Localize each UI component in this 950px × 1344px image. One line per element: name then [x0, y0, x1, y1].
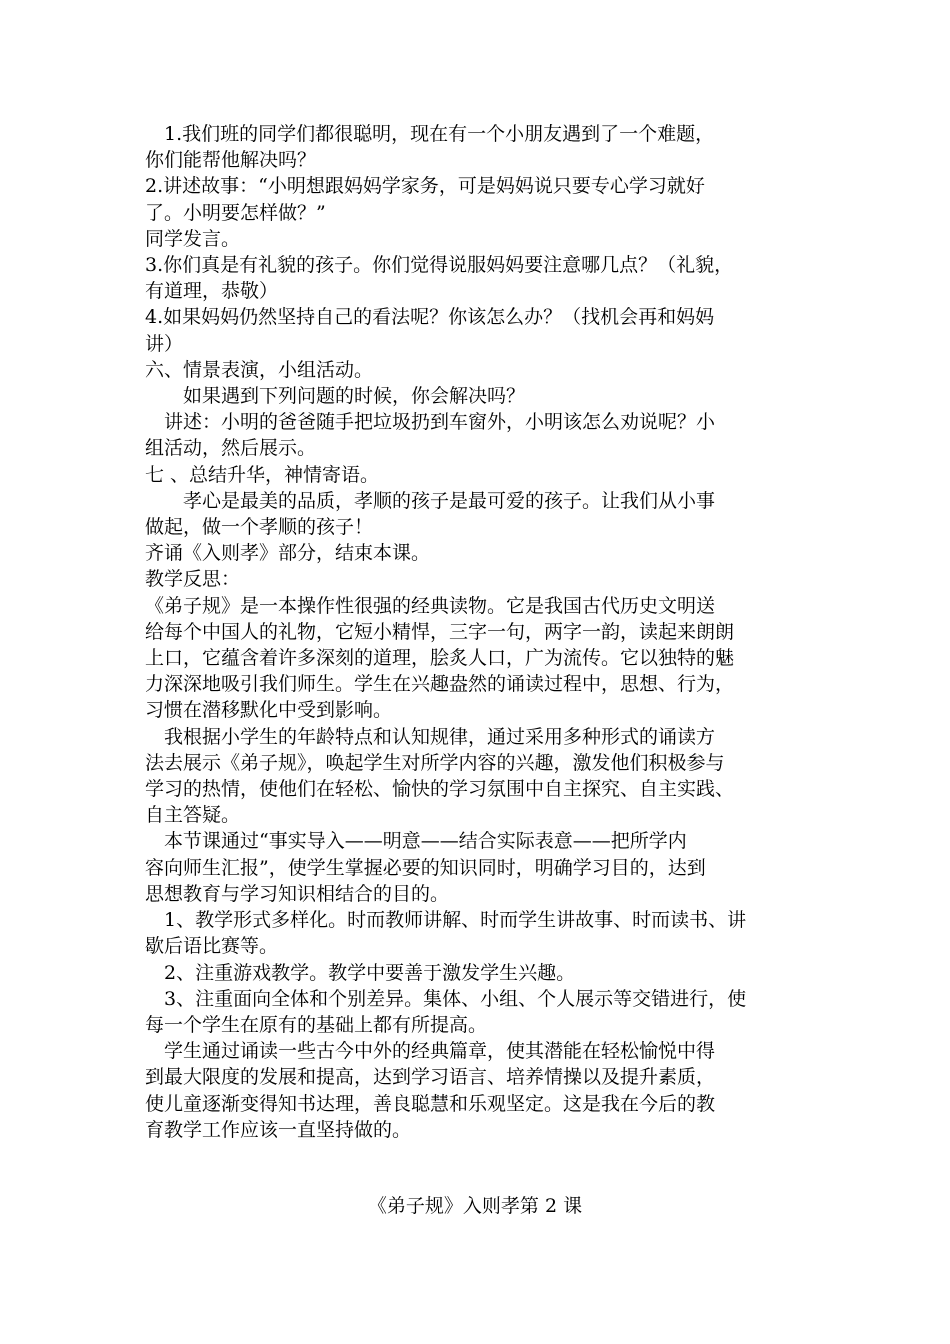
text-line: 自主答疑。 — [145, 804, 241, 827]
text-line: 我根据小学生的年龄特点和认知规律，通过采用多种形式的诵读方 — [145, 725, 716, 748]
text-line: 思想教育与学习知识相结合的目的。 — [145, 882, 450, 905]
text-line: 了。小明要怎样做？” — [145, 201, 326, 224]
text-line: 育教学工作应该一直坚持做的。 — [145, 1118, 412, 1141]
text-line: 组活动，然后展示。 — [145, 437, 317, 460]
text-line: 歇后语比赛等。 — [145, 935, 279, 958]
text-line: 每一个学生在原有的基础上都有所提高。 — [145, 1013, 488, 1036]
text-line: 六、情景表演，小组活动。 — [145, 358, 374, 381]
text-line: 学生通过诵读一些古今中外的经典篇章，使其潜能在轻松愉悦中得 — [145, 1040, 716, 1063]
text-line: 讲述：小明的爸爸随手把垃圾扔到车窗外，小明该怎么劝说呢？小 — [145, 411, 716, 434]
text-line: 上口，它蕴含着许多深刻的道理，脍炙人口，广为流传。它以独特的魅 — [145, 647, 735, 670]
text-line: 给每个中国人的礼物，它短小精悍，三字一句，两字一韵，读起来朗朗 — [145, 620, 735, 643]
text-line: 1.我们班的同学们都很聪明，现在有一个小朋友遇到了一个难题， — [145, 123, 715, 145]
text-line: 《弟子规》是一本操作性很强的经典读物。它是我国古代历史文明送 — [145, 594, 716, 617]
text-line: 七 、总结升华，神情寄语。 — [145, 463, 380, 486]
text-line: 如果遇到下列问题的时候，你会解决吗？ — [145, 385, 526, 408]
text-line: 做起，做一个孝顺的孩子！ — [145, 516, 374, 539]
text-line: 孝心是最美的品质，孝顺的孩子是最可爱的孩子。让我们从小事 — [145, 489, 716, 512]
text-line: 到最大限度的发展和提高，达到学习语言、培养情操以及提升素质， — [145, 1066, 716, 1089]
text-line: 法去展示《弟子规》，唤起学生对所学内容的兴趣，激发他们积极参与 — [145, 751, 725, 774]
text-line: 1、教学形式多样化。时而教师讲解、时而学生讲故事、时而读书、讲 — [145, 909, 747, 932]
text-line: 本节课通过“事实导入——明意——结合实际表意——把所学内 — [145, 830, 687, 853]
text-line: 4.如果妈妈仍然坚持自己的看法呢？你该怎么办？（找机会再和妈妈 — [145, 306, 715, 329]
text-line: 学习的热情，使他们在轻松、愉快的学习氛围中自主探究、自主实践、 — [145, 778, 735, 801]
text-line: 力深深地吸引我们师生。学生在兴趣盎然的诵读过程中，思想、行为， — [145, 673, 735, 696]
text-line: 容向师生汇报”，使学生掌握必要的知识同时，明确学习目的，达到 — [145, 856, 706, 879]
text-line: 习惯在潜移默化中受到影响。 — [145, 699, 393, 722]
text-line: 同学发言。 — [145, 227, 241, 250]
document-body — [145, 121, 810, 1143]
text-line: 有道理，恭敬） — [145, 280, 279, 303]
text-line: 使儿童逐渐变得知书达理，善良聪慧和乐观坚定。这是我在今后的教 — [145, 1092, 716, 1115]
text-line: 教学反思： — [145, 568, 241, 591]
footer-title: 《弟子规》入则孝第 2 课 — [367, 1195, 583, 1217]
text-line: 齐诵《入则孝》部分，结束本课。 — [145, 542, 431, 565]
text-line: 3.你们真是有礼貌的孩子。你们觉得说服妈妈要注意哪几点？（礼貌， — [145, 254, 734, 277]
text-line: 讲） — [145, 332, 184, 355]
text-line: 2.讲述故事：“小明想跟妈妈学家务，可是妈妈说只要专心学习就好 — [145, 175, 705, 198]
text-line: 你们能帮他解决吗？ — [145, 149, 317, 172]
text-line: 2、注重游戏教学。教学中要善于激发学生兴趣。 — [145, 961, 576, 984]
text-line: 3、注重面向全体和个别差异。集体、小组、个人展示等交错进行，使 — [145, 987, 747, 1010]
